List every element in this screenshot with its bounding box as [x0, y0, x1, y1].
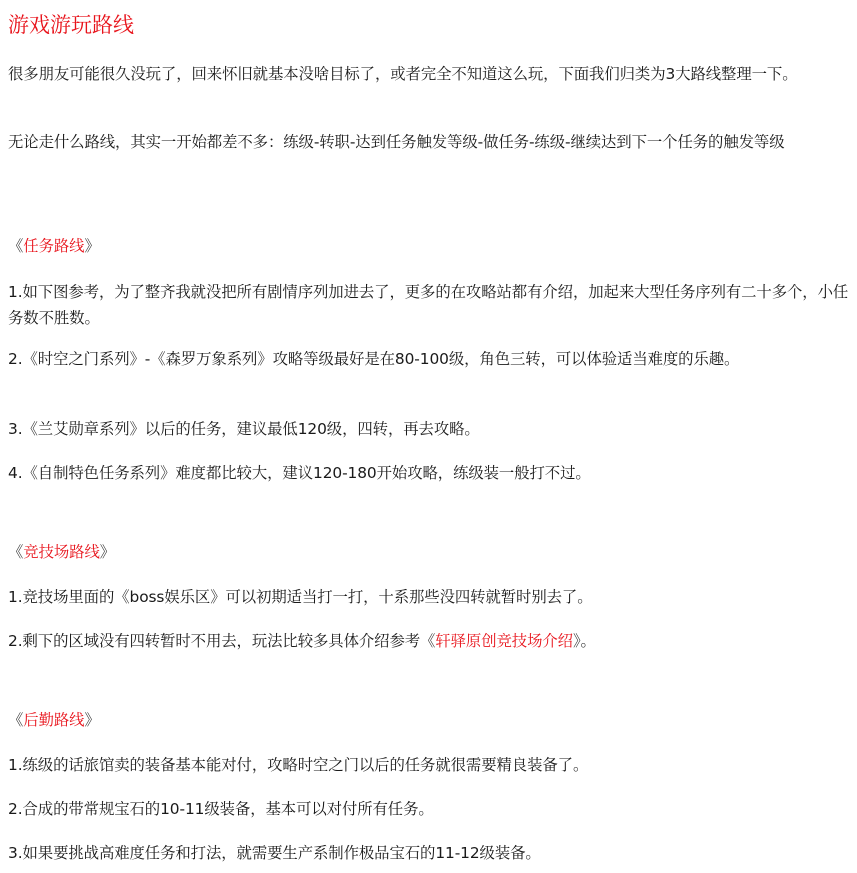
quest-item-2: 2.《时空之门系列》-《森罗万象系列》攻略等级最好是在80-100级，角色三转，可以体验适当难度的乐趣。	[8, 350, 740, 368]
section-title-quest: 任务路线	[23, 237, 85, 255]
arena-guide-link[interactable]: 轩驿原创竞技场介绍	[435, 632, 573, 650]
arena-item-2-text: 2.剩下的区域没有四转暂时不用去，玩法比较多具体介绍参考《	[8, 632, 436, 650]
heading-close-bracket: 》	[84, 711, 100, 729]
arena-item-2-end: 》。	[572, 632, 596, 650]
section-heading-logistics	[8, 707, 853, 733]
quest-item-1: 1.如下图参考，为了整齐我就没把所有剧情序列加进去了，更多的在攻略站都有介绍，加起来大型任务序列有二十多个，小任务数不胜数。	[8, 283, 849, 327]
section-heading-arena	[8, 539, 853, 565]
heading-close-bracket: 》	[99, 543, 116, 561]
section-title-logistics: 后勤路线	[23, 711, 85, 729]
intro-paragraph-2: 无论走什么路线，其实一开始都差不多：练级-转职-达到任务触发等级-做任务-练级-继续达到下一个任务的触发等级	[8, 133, 785, 151]
page-title: 游戏游玩路线	[8, 13, 134, 37]
quest-item-4: 4.《自制特色任务系列》难度都比较大，建议120-180开始攻略，练级装一般打不过。	[8, 464, 591, 482]
arena-item-2	[8, 628, 853, 654]
quest-item-3: 3.《兰艾勋章系列》以后的任务，建议最低120级，四转，再去攻略。	[8, 420, 480, 438]
logistics-item-1: 1.练级的话旅馆卖的装备基本能对付，攻略时空之门以后的任务就很需要精良装备了。	[8, 756, 589, 774]
heading-open-bracket: 《	[8, 237, 24, 255]
intro-paragraph-1: 很多朋友可能很久没玩了，回来怀旧就基本没啥目标了，或者完全不知道这么玩，下面我们归类为3大路线整理一下。	[8, 65, 798, 83]
logistics-item-2: 2.合成的带常规宝石的10-11级装备，基本可以对付所有任务。	[8, 800, 434, 818]
section-title-arena: 竞技场路线	[23, 543, 100, 561]
heading-open-bracket: 《	[8, 543, 24, 561]
heading-close-bracket: 》	[84, 237, 100, 255]
arena-item-1: 1.竞技场里面的《boss娱乐区》可以初期适当打一打，十系那些没四转就暂时别去了。	[8, 588, 593, 606]
logistics-item-3: 3.如果要挑战高难度任务和打法，就需要生产系制作极品宝石的11-12级装备。	[8, 844, 541, 862]
section-heading-quest	[8, 233, 853, 259]
heading-open-bracket: 《	[8, 711, 24, 729]
